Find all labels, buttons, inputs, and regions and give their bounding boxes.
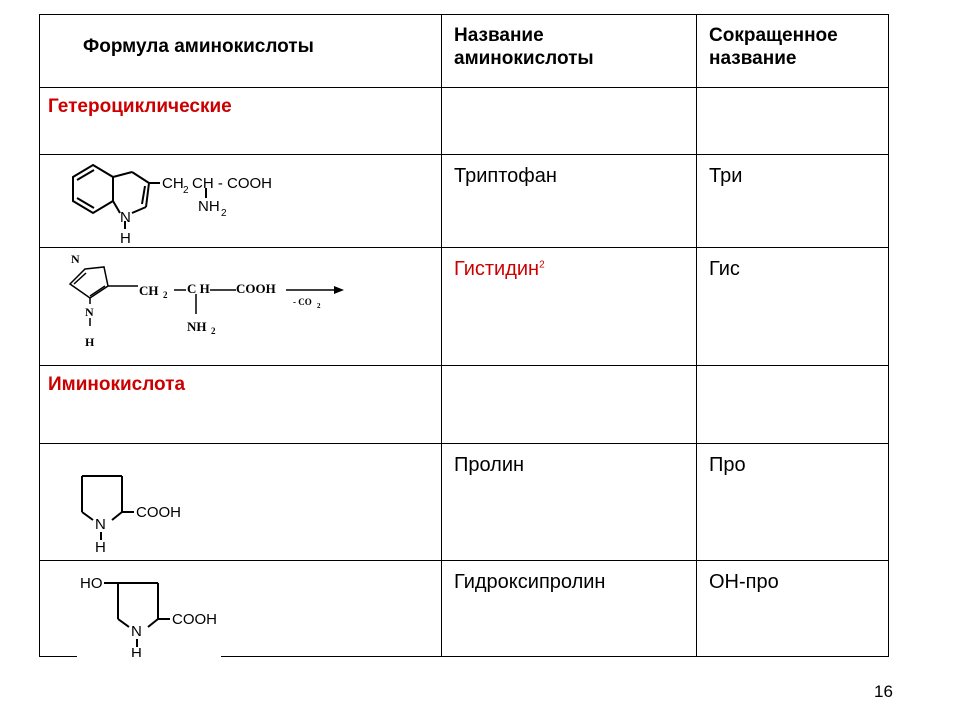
his-h: H bbox=[85, 335, 95, 349]
amino-name-his-sup: 2 bbox=[539, 259, 545, 271]
his-n-top: N bbox=[71, 252, 80, 266]
amino-short-pro: Про bbox=[709, 454, 746, 476]
formula-cell-trp bbox=[40, 155, 442, 248]
formula-cell-his bbox=[40, 248, 442, 366]
bottom-border-left bbox=[39, 656, 77, 657]
his-nh2: NH bbox=[187, 319, 207, 334]
tryptophan-structure bbox=[40, 155, 442, 248]
section-heterocyclic: Гетероциклические bbox=[48, 96, 232, 117]
hyp-n: N bbox=[131, 623, 142, 640]
header-row bbox=[40, 15, 889, 88]
trp-h: H bbox=[120, 230, 131, 247]
amino-name-trp: Триптофан bbox=[454, 165, 557, 187]
his-cooh: COOH bbox=[236, 281, 276, 296]
trp-ch2: CH bbox=[162, 175, 184, 192]
pro-h: H bbox=[95, 539, 106, 556]
amino-short-his: Гис bbox=[709, 258, 740, 280]
hydroxyproline-structure bbox=[40, 561, 442, 657]
amino-short-hyp: ОН-про bbox=[709, 571, 779, 593]
header-name: Название аминокислоты bbox=[454, 25, 594, 69]
his-nh2-sub: 2 bbox=[211, 326, 216, 336]
trp-n: N bbox=[120, 209, 131, 226]
trp-nh2-sub: 2 bbox=[221, 208, 227, 219]
histidine-structure bbox=[40, 248, 442, 366]
bottom-border-right bbox=[221, 656, 443, 657]
amino-name-hyp: Гидроксипролин bbox=[454, 571, 606, 593]
header-formula-cell bbox=[40, 15, 442, 88]
page-number: 16 bbox=[874, 682, 893, 701]
pro-cooh: COOH bbox=[136, 504, 181, 521]
hyp-h: H bbox=[131, 645, 142, 657]
his-ch: C H bbox=[187, 281, 210, 296]
section-row-iminoacid bbox=[40, 366, 889, 444]
proline-structure bbox=[40, 444, 442, 561]
section-iminoacid: Иминокислота bbox=[48, 374, 186, 395]
hyp-ho: HO bbox=[80, 575, 103, 592]
section-cell-heterocyclic bbox=[40, 88, 442, 155]
header-short-cell bbox=[697, 15, 889, 88]
amino-name-pro: Пролин bbox=[454, 454, 525, 476]
his-co2-sub: 2 bbox=[317, 302, 321, 310]
his-ch2-sub: 2 bbox=[163, 290, 168, 300]
table-row bbox=[40, 248, 889, 366]
hyp-cooh: COOH bbox=[172, 611, 217, 628]
section-cell-iminoacid bbox=[40, 366, 442, 444]
his-ch2: CH bbox=[139, 283, 159, 298]
table-row bbox=[40, 444, 889, 561]
table-row bbox=[40, 561, 889, 657]
header-formula: Формула аминокислоты bbox=[83, 36, 314, 57]
amino-name-his bbox=[442, 248, 696, 281]
header-name-cell bbox=[442, 15, 697, 88]
trp-ch-cooh: CH - COOH bbox=[192, 175, 272, 192]
table-row bbox=[40, 155, 889, 248]
section-row-heterocyclic bbox=[40, 88, 889, 155]
amino-name-his-text: Гистидин bbox=[454, 258, 540, 280]
his-minus-co2: - CO bbox=[293, 297, 312, 307]
amino-acid-table bbox=[39, 14, 889, 657]
pro-n: N bbox=[95, 516, 106, 533]
header-short: Сокращенное название bbox=[709, 25, 838, 69]
amino-short-trp: Три bbox=[709, 165, 743, 187]
trp-nh2: NH bbox=[198, 198, 220, 215]
formula-cell-hyp bbox=[40, 561, 442, 657]
trp-ch2-sub: 2 bbox=[183, 185, 189, 196]
formula-cell-pro bbox=[40, 444, 442, 561]
his-n-bottom: N bbox=[85, 305, 94, 319]
